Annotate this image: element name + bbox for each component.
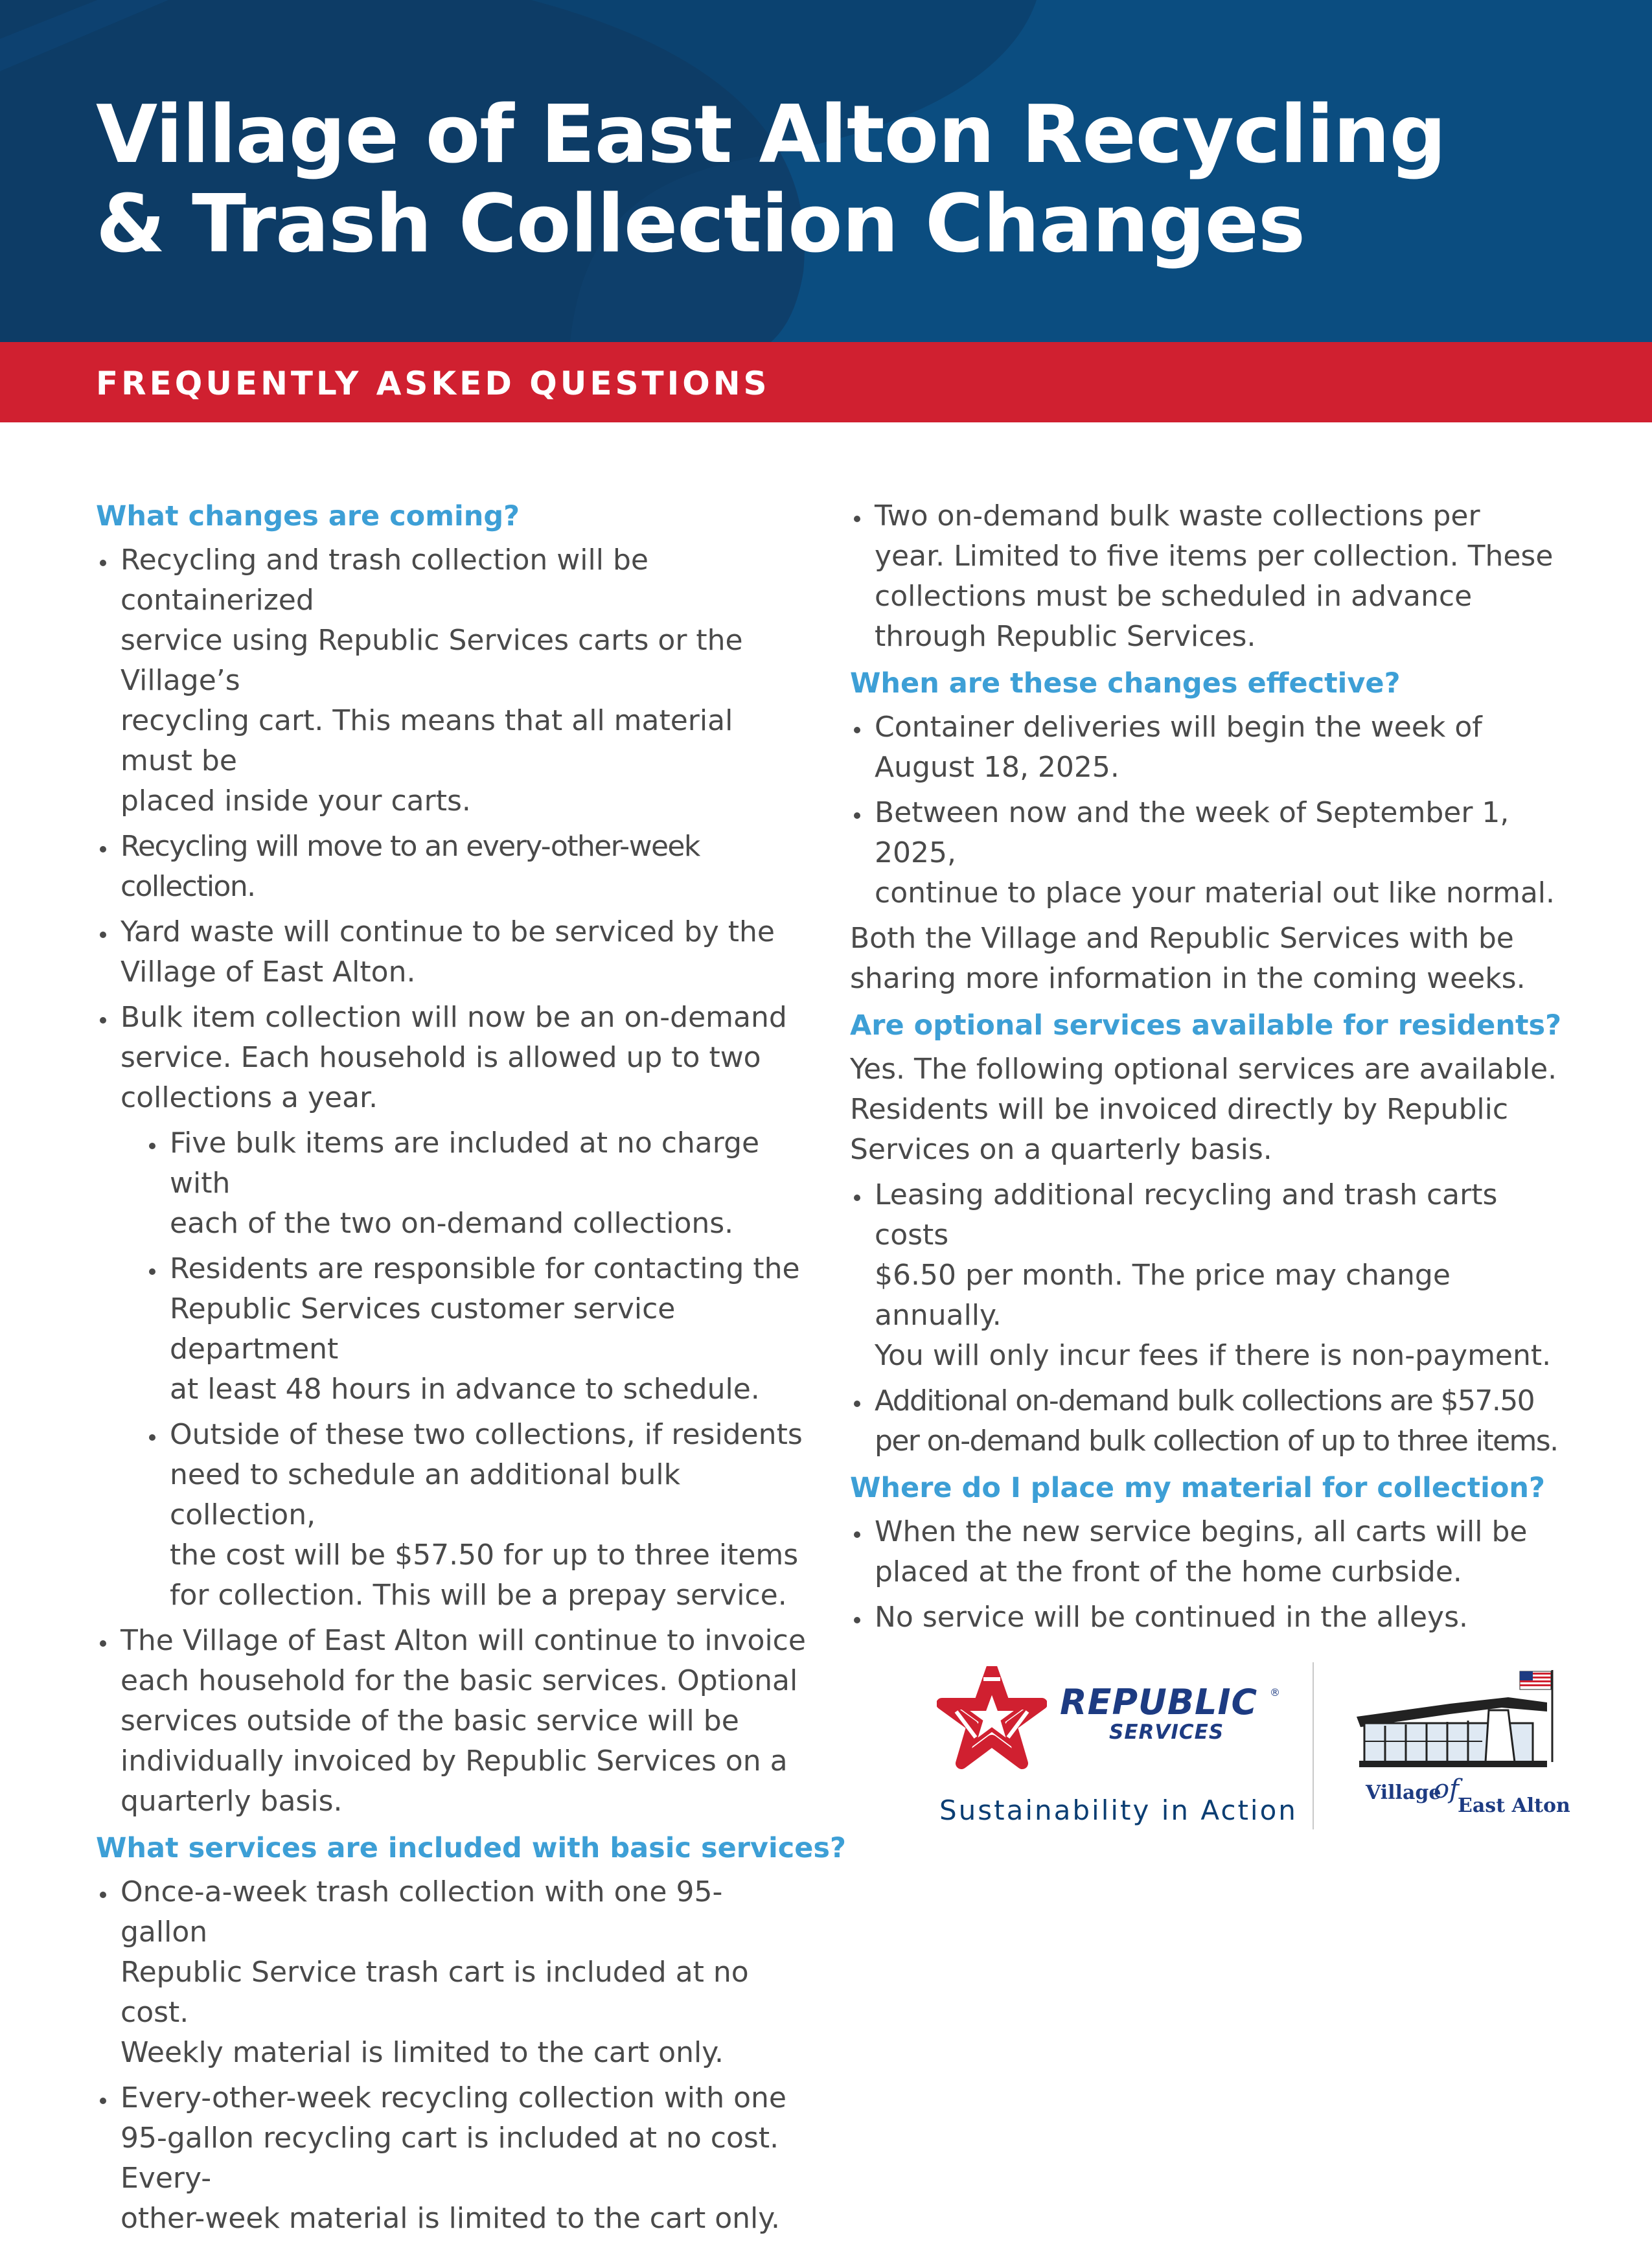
question-optional-services: Are optional services available for residents? xyxy=(850,1009,1562,1042)
optional-intro-line-3: Services on a quarterly basis. xyxy=(850,1133,1272,1166)
page-title-line-1: Village of East Alton Recycling xyxy=(96,89,1446,181)
what-changes-list xyxy=(96,540,809,1822)
list-item: Every-other-week recycling collection with one 95-gallon recycling cart is included at no cost. Every- other-week material is limited to the cart only. xyxy=(96,2078,809,2239)
republic-star-logo-icon xyxy=(937,1666,1047,1770)
sub-list-item: Residents are responsible for contacting the Republic Services customer service department at least 48 hours in advance to schedule. xyxy=(145,1249,809,1410)
list-item: Two on-demand bulk waste collections per year. Limited to five items per collection. These collections must be scheduled in advance through Republic Services. xyxy=(850,496,1576,657)
village-word: Village xyxy=(1366,1781,1441,1804)
republic-wordmark: REPUBLIC xyxy=(1060,1682,1258,1723)
list-item: No service will be continued in the alleys. xyxy=(850,1597,1576,1638)
where-place-list xyxy=(850,1512,1576,1638)
effective-note-line-1: Both the Village and Republic Services with be xyxy=(850,922,1514,955)
question-what-changes: What changes are coming? xyxy=(96,500,520,532)
page-title-line-2: & Trash Collection Changes xyxy=(96,178,1305,271)
list-item: The Village of East Alton will continue to invoice each household for the basic services. Optional services outside of the basic service will be individually invoiced by Republic Services on a quarterly basis. xyxy=(96,1621,809,1822)
faq-band xyxy=(0,342,1652,422)
list-item: Recycling and trash collection will be containerized service using Republic Services carts or the Village’s recycling cart. This means that all material must be placed inside your carts. xyxy=(96,540,809,821)
of-word: of xyxy=(1434,1774,1459,1804)
faq-band-label: FREQUENTLY ASKED QUESTIONS xyxy=(96,365,770,402)
list-item: Once-a-week trash collection with one 95-gallon Republic Service trash cart is included at no cost. Weekly material is limited to the cart only. xyxy=(96,1872,809,2073)
services-wordmark: SERVICES xyxy=(1109,1721,1224,1744)
registered-mark: ® xyxy=(1270,1686,1280,1699)
bulk-continued-list xyxy=(850,496,1576,657)
list-item: Container deliveries will begin the week of August 18, 2025. xyxy=(850,707,1576,788)
effective-note-line-2: sharing more information in the coming weeks. xyxy=(850,962,1526,995)
list-item: Yard waste will continue to be serviced by the Village of East Alton. xyxy=(96,912,809,992)
tagline: Sustainability in Action xyxy=(939,1794,1298,1826)
header-banner xyxy=(0,0,1652,342)
list-item: Bulk item collection will now be an on-demand service. Each household is allowed up to two collections a year. xyxy=(96,998,809,1118)
sub-list-item: Outside of these two collections, if residents need to schedule an additional bulk collection, the cost will be $57.50 for up to three items for collection. This will be a prepay service. xyxy=(145,1415,809,1616)
left-column xyxy=(96,496,846,2244)
optional-services-list xyxy=(850,1175,1576,1461)
page-title xyxy=(96,91,1446,269)
list-item: Between now and the week of September 1, 2025, continue to place your material out like normal. xyxy=(850,793,1576,913)
optional-intro-line-1: Yes. The following optional services are available. xyxy=(850,1053,1557,1086)
logo-divider xyxy=(1313,1662,1314,1829)
east-alton-word: East Alton xyxy=(1458,1794,1570,1817)
question-basic-services: What services are included with basic services? xyxy=(96,1832,846,1864)
question-where-place: Where do I place my material for collection? xyxy=(850,1472,1545,1504)
sub-list-item: Five bulk items are included at no charge with each of the two on-demand collections. xyxy=(145,1123,809,1244)
list-item: Recycling will move to an every-other-week collection. xyxy=(96,827,809,907)
optional-intro-line-2: Residents will be invoiced directly by Republic xyxy=(850,1093,1509,1126)
when-effective-list xyxy=(850,707,1576,913)
list-item: When the new service begins, all carts will be placed at the front of the home curbside. xyxy=(850,1512,1576,1592)
basic-services-list xyxy=(96,1872,809,2239)
right-column xyxy=(850,496,1576,1643)
list-item: Leasing additional recycling and trash carts costs $6.50 per month. The price may change annually. You will only incur fees if there is non-payment. xyxy=(850,1175,1576,1376)
list-item: Additional on-demand bulk collections are $57.50 per on-demand bulk collection of up to three items. xyxy=(850,1381,1576,1461)
question-when-effective: When are these changes effective? xyxy=(850,667,1401,700)
village-building-logo-icon xyxy=(1353,1665,1560,1781)
